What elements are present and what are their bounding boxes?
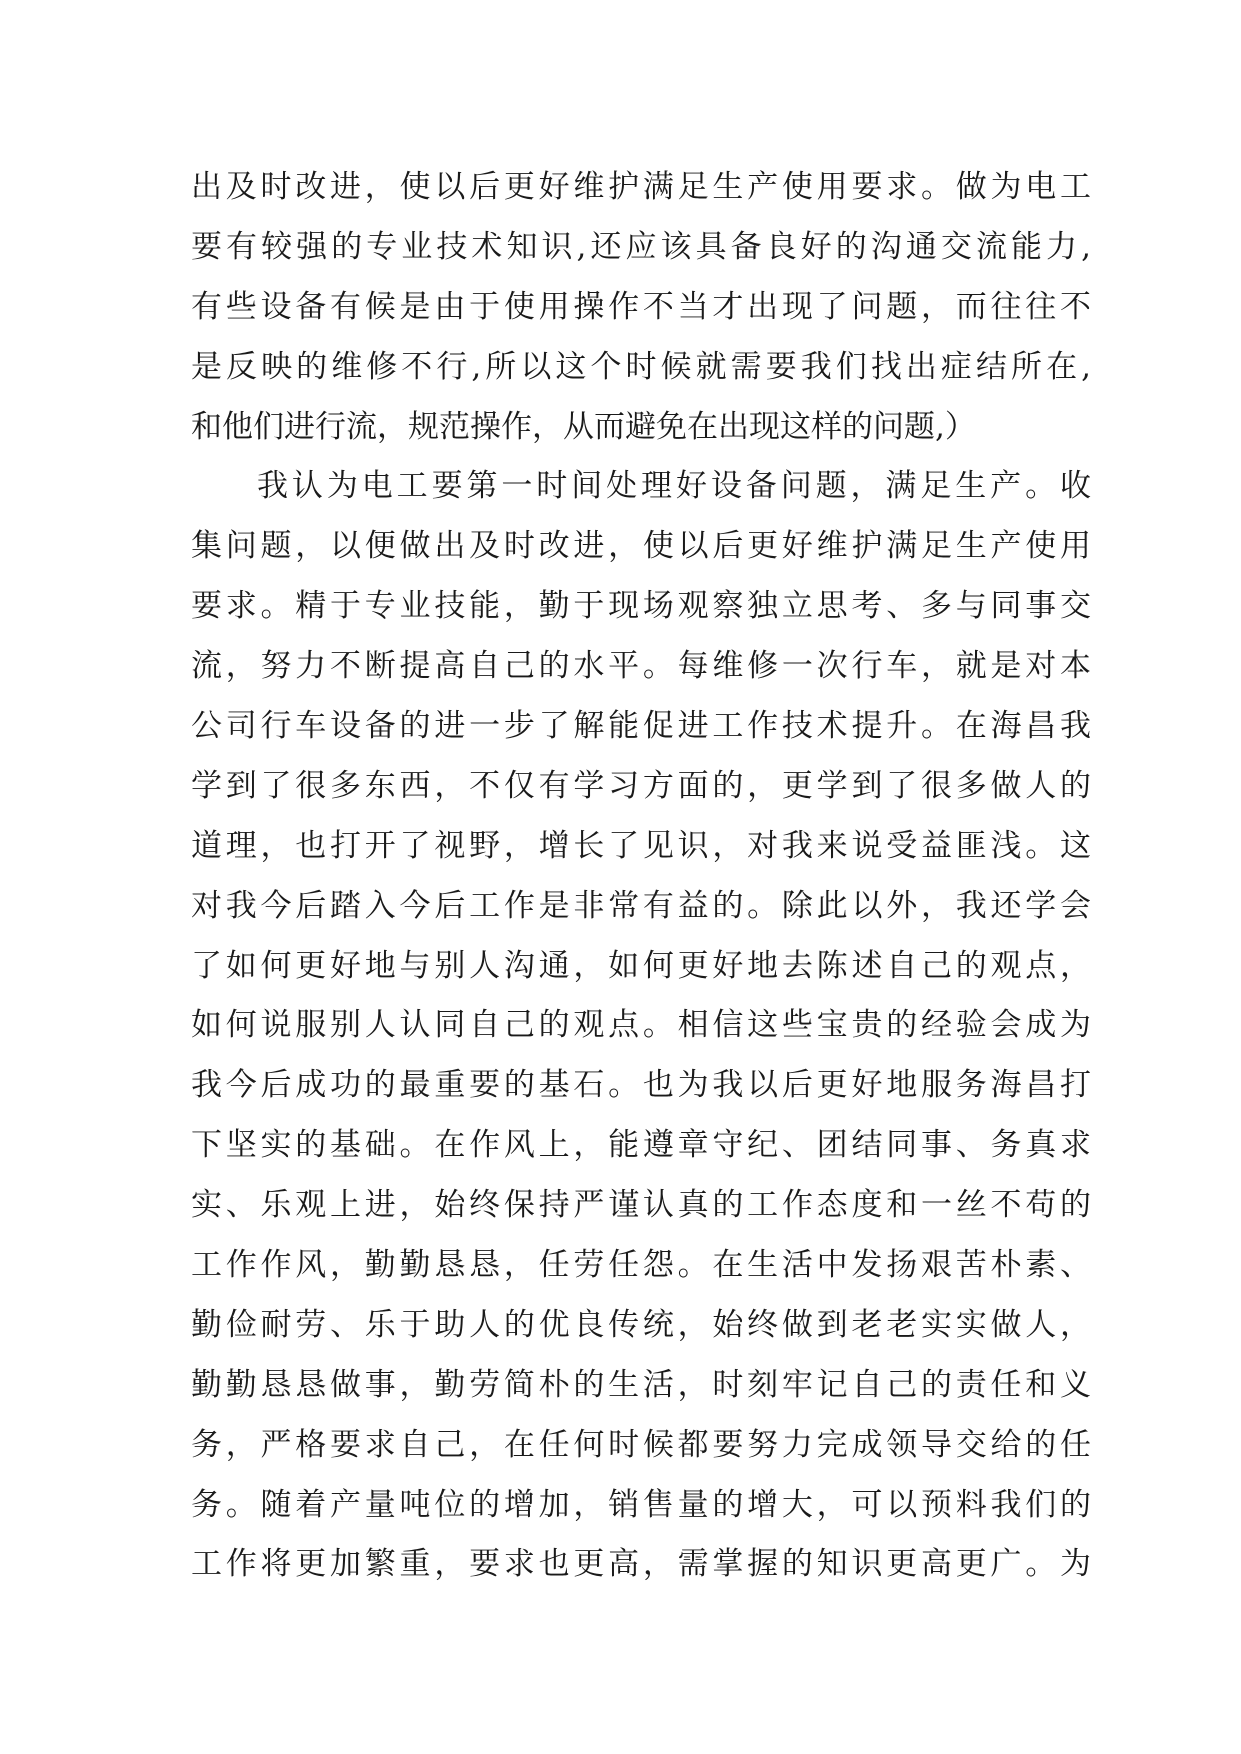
text-line: 对我今后踏入今后工作是非常有益的。除此以外，我还学会 <box>191 887 1091 924</box>
text-line: 实、乐观上进，始终保持严谨认真的工作态度和一丝不苟的 <box>191 1187 1091 1224</box>
text-line: 我今后成功的最重要的基石。也为我以后更好地服务海昌打 <box>191 1067 1091 1104</box>
text-line: 勤俭耐劳、乐于助人的优良传统，始终做到老老实实做人， <box>191 1306 1091 1343</box>
text-line: 下坚实的基础。在作风上，能遵章守纪、团结同事、务真求 <box>191 1127 1091 1164</box>
text-line: 公司行车设备的进一步了解能促进工作技术提升。在海昌我 <box>191 708 1091 745</box>
text-line: 学到了很多东西，不仅有学习方面的，更学到了很多做人的 <box>191 767 1091 804</box>
text-line: 如何说服别人认同自己的观点。相信这些宝贵的经验会成为 <box>191 1007 1091 1044</box>
text-line: 勤勤恳恳做事，勤劳简朴的生活，时刻牢记自己的责任和义 <box>191 1366 1091 1403</box>
text-line: 务。随着产量吨位的增加，销售量的增大，可以预料我们的 <box>191 1486 1091 1523</box>
text-line: 了如何更好地与别人沟通，如何更好地去陈述自己的观点， <box>191 947 1091 984</box>
text-line: 要求。精于专业技能，勤于现场观察独立思考、多与同事交 <box>191 588 1091 625</box>
text-line: 是反映的维修不行,所以这个时候就需要我们找出症结所在, <box>191 348 1091 385</box>
text-line: 流，努力不断提高自己的水平。每维修一次行车，就是对本 <box>191 648 1091 685</box>
text-line: 务，严格要求自己，在任何时候都要努力完成领导交给的任 <box>191 1426 1091 1463</box>
text-line: 道理，也打开了视野，增长了见识，对我来说受益匪浅。这 <box>191 827 1091 864</box>
text-line: 出及时改进，使以后更好维护满足生产使用要求。做为电工 <box>191 169 1091 205</box>
text-line: 工作将更加繁重，要求也更高，需掌握的知识更高更广。为 <box>191 1546 1091 1583</box>
paragraph-first-line: 我认为电工要第一时间处理好设备问题，满足生产。收 <box>257 468 1091 505</box>
text-line: 集问题，以便做出及时改进，使以后更好维护满足生产使用 <box>191 528 1091 565</box>
text-line: 工作作风，勤勤恳恳，任劳任怨。在生活中发扬艰苦朴素、 <box>191 1247 1091 1284</box>
body-text <box>191 158 1091 1595</box>
text-line: 有些设备有候是由于使用操作不当才出现了问题，而往往不 <box>191 288 1091 325</box>
text-line: 和他们进行流，规范操作，从而避免在出现这样的问题,） <box>191 408 976 445</box>
text-line: 要有较强的专业技术知识,还应该具备良好的沟通交流能力, <box>191 228 1091 265</box>
